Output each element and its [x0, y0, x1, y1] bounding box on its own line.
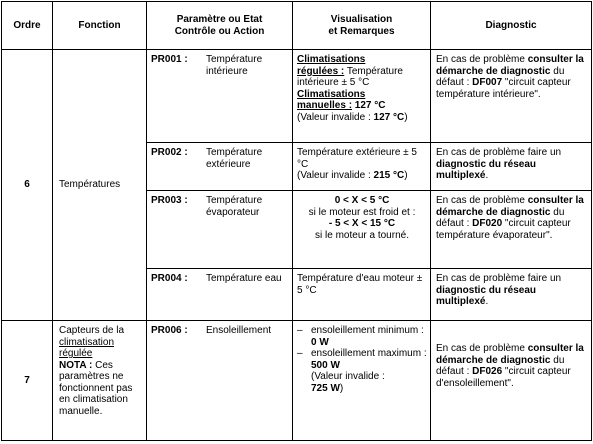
diagnostic-table: [1, 1, 592, 441]
header-parametre: Paramètre ou Etat Contrôle ou Action: [147, 2, 293, 50]
param-code: PR004 :: [151, 273, 188, 284]
param-code: PR003 :: [151, 195, 188, 206]
param-code: PR001 :: [151, 54, 188, 65]
diagnostic-cell-pr002: En cas de problème faire un diagnostic du réseau multiplexé.: [431, 143, 592, 191]
ordre-cell-6: 6: [2, 50, 53, 321]
visualisation-cell-pr004: Température d'eau moteur ± 5 °C: [293, 269, 431, 321]
fonction-cell-capteurs: Capteurs de la climatisation régulée NOTA : Ces paramètres ne fonctionnent pas en climatisation manuelle.: [53, 321, 147, 441]
param-cell-pr003: [147, 191, 293, 269]
param-label: Température extérieure: [206, 147, 263, 170]
visualisation-cell-pr002: Température extérieure ± 5 °C (Valeur invalide : 215 °C): [293, 143, 431, 191]
table-row-pr001: [2, 50, 592, 143]
diagnostic-cell-pr004: En cas de problème faire un diagnostic du réseau multiplexé.: [431, 269, 592, 321]
header-visualisation: Visualisation et Remarques: [293, 2, 431, 50]
param-cell-pr001: [147, 50, 293, 143]
param-label: Température eau: [206, 273, 282, 284]
visualisation-cell-pr001: Climatisations régulées : Température intérieure ± 5 °C Climatisations manuelles : 127 °C (Valeur invalide : 127 °C): [293, 50, 431, 143]
diagnostic-table-page: [1, 1, 591, 441]
param-cell-pr006: [147, 321, 293, 441]
header-fonction: Fonction: [53, 2, 147, 50]
header-diagnostic: Diagnostic: [431, 2, 592, 50]
ordre-cell-7: 7: [2, 321, 53, 441]
param-cell-pr004: [147, 269, 293, 321]
param-code: PR006 :: [151, 325, 188, 336]
header-row: [2, 2, 592, 50]
diagnostic-cell-pr001: En cas de problème consulter la démarche de diagnostic du défaut : DF007 "circuit capteur température intérieure".: [431, 50, 592, 143]
visualisation-cell-pr003: 0 < X < 5 °C si le moteur est froid et : - 5 < X < 15 °C si le moteur a tourné.: [293, 191, 431, 269]
visualisation-cell-pr006: – ensoleillement minimum : 0 W – ensoleillement maximum : 500 W (Valeur invalide : 725 W): [293, 321, 431, 441]
table-row-pr006: [2, 321, 592, 441]
param-label: Ensoleillement: [206, 325, 272, 336]
header-ordre: Ordre: [2, 2, 53, 50]
param-cell-pr002: [147, 143, 293, 191]
diagnostic-cell-pr003: En cas de problème consulter la démarche de diagnostic du défaut : DF020 "circuit capteur température évaporateur".: [431, 191, 592, 269]
diagnostic-cell-pr006: En cas de problème consulter la démarche de diagnostic du défaut : DF026 "circuit capteur d'ensoleillement".: [431, 321, 592, 441]
fonction-cell-temperatures: Températures: [53, 50, 147, 321]
param-label: Température intérieure: [206, 54, 263, 77]
param-code: PR002 :: [151, 147, 188, 158]
param-label: Température évaporateur: [206, 195, 263, 218]
